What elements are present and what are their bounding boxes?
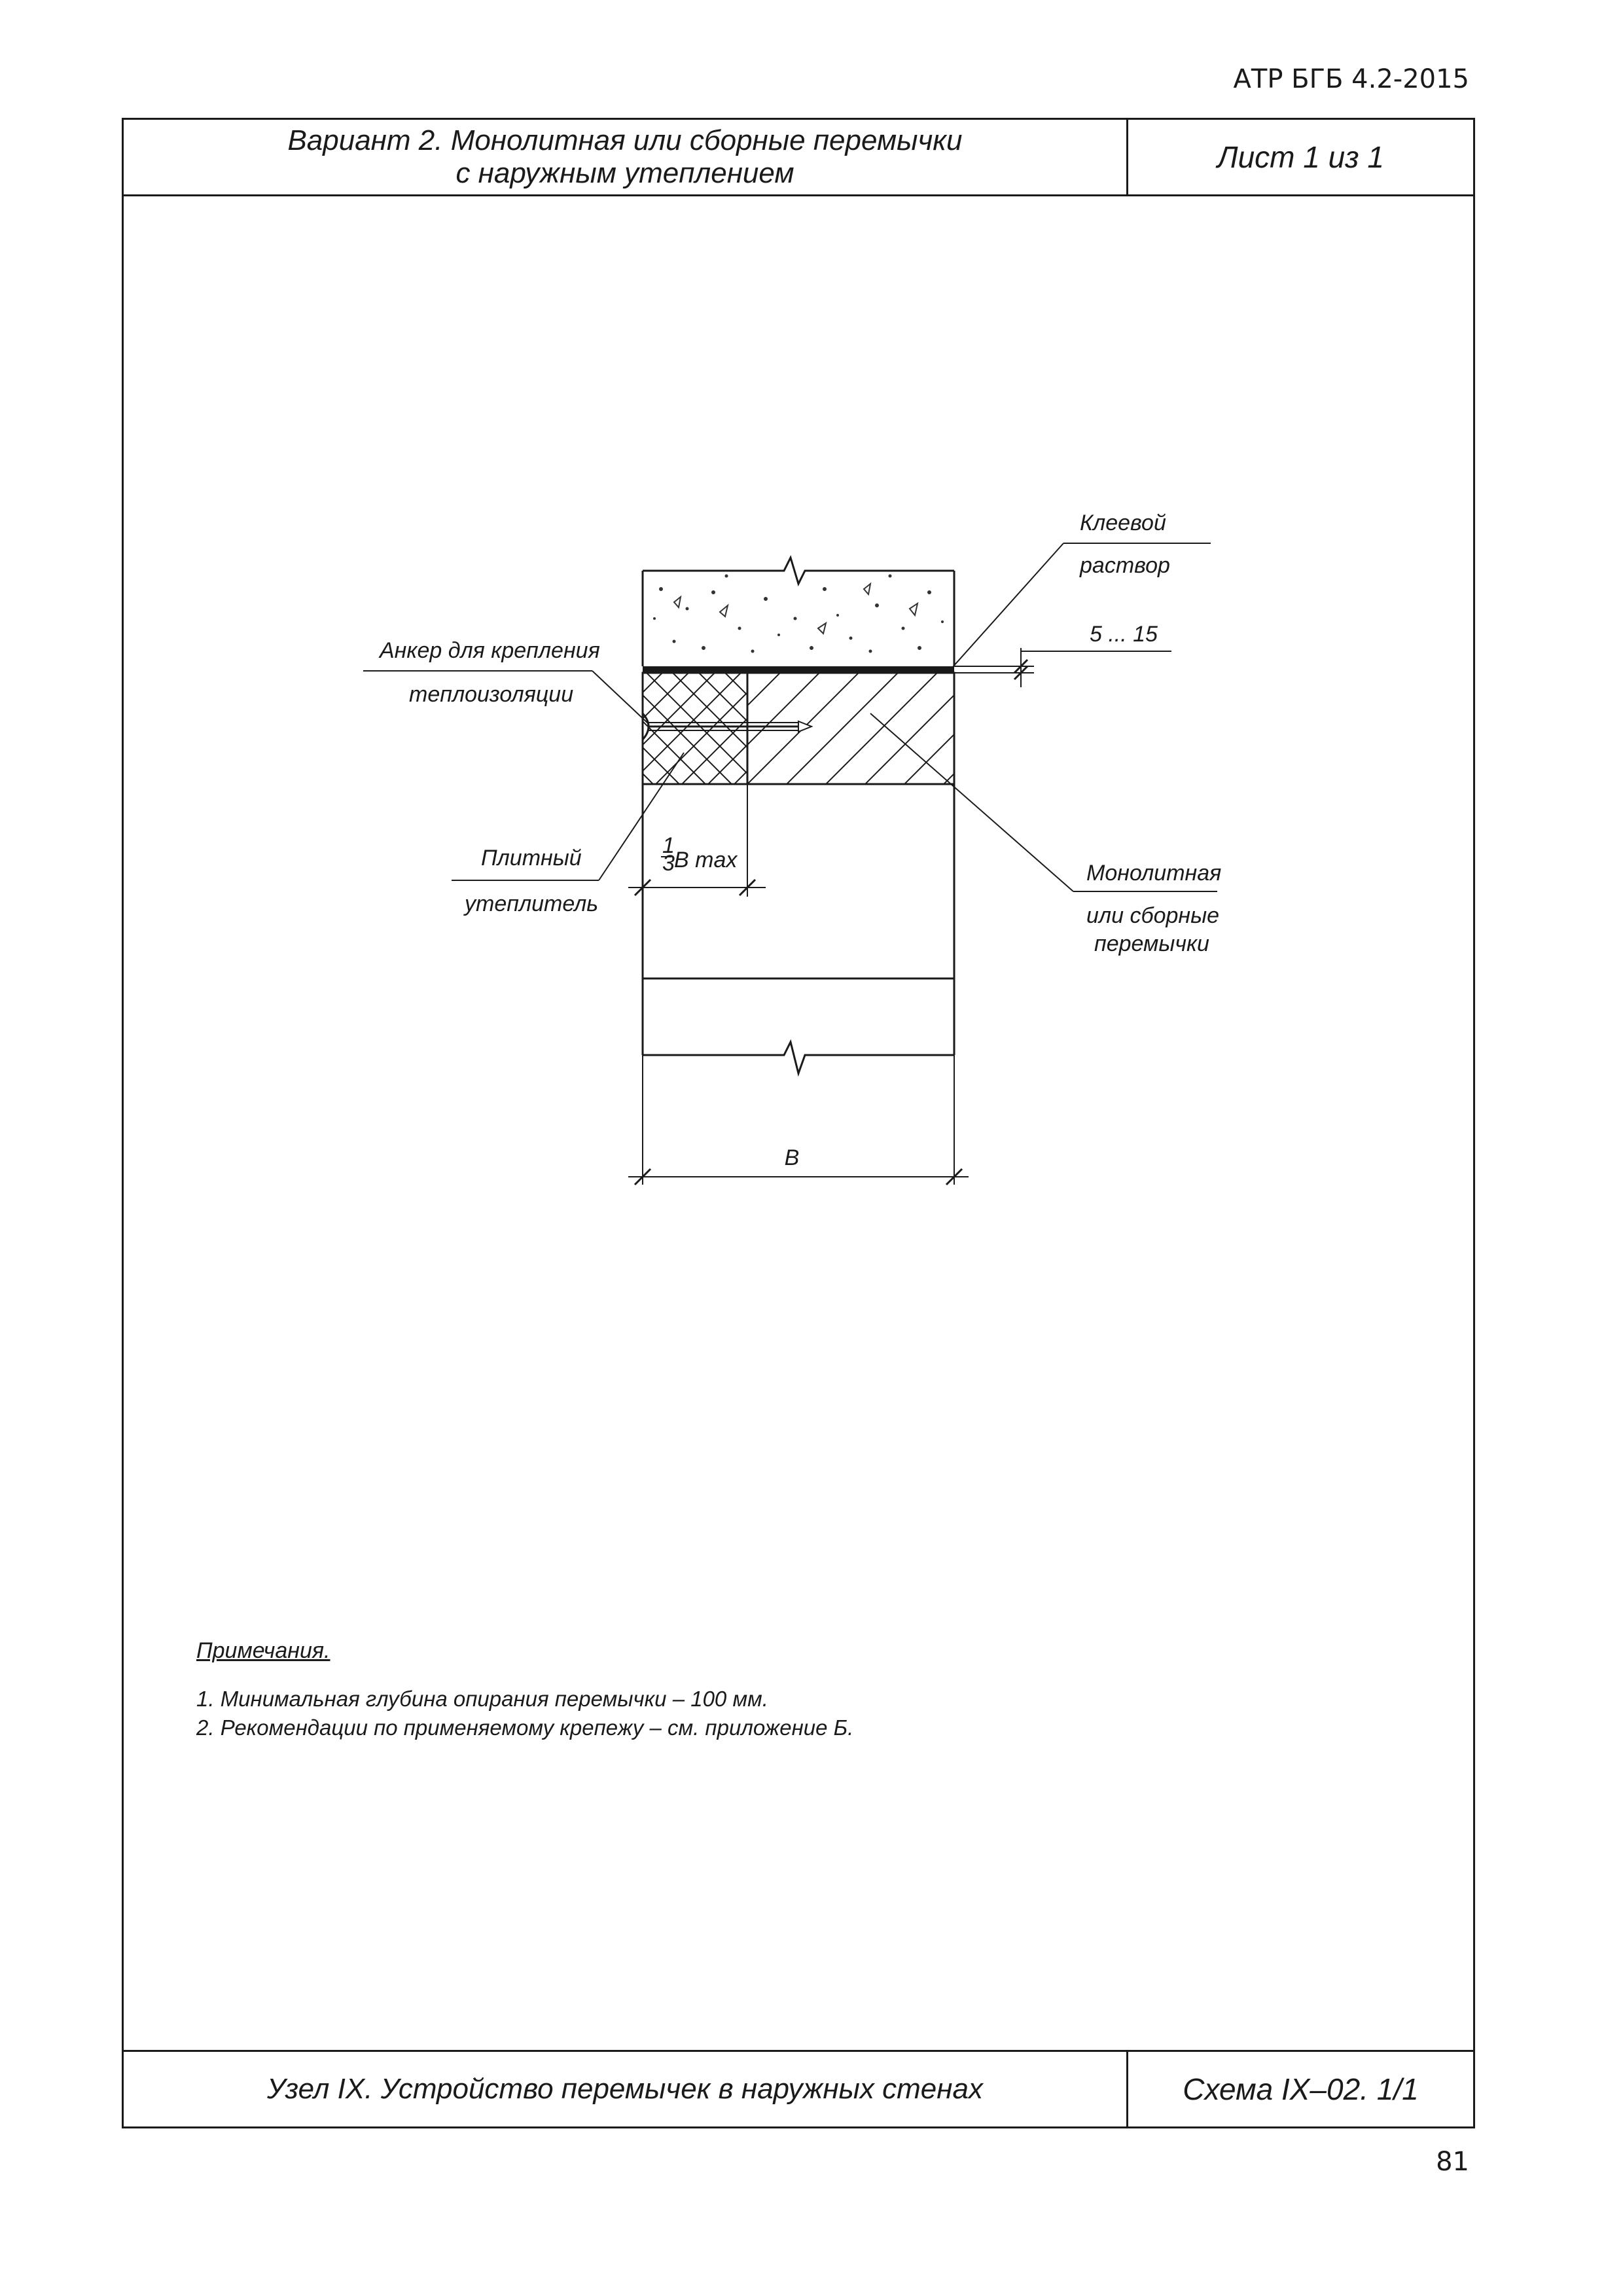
page-number: 81 (1436, 2147, 1469, 2177)
width-label: В (784, 1145, 800, 1170)
notes (196, 1636, 853, 1742)
notes-title: Примечания. (196, 1638, 330, 1663)
document-code: АТР БГБ 4.2-2015 (1233, 64, 1469, 94)
gap-dimension (954, 622, 1171, 687)
gap-label: 5 ... 15 (1090, 622, 1158, 647)
wall-below (643, 784, 954, 1073)
slab-label-2: утеплитель (465, 891, 599, 916)
glue-leader (952, 511, 1211, 668)
lintel-label-2: или сборные (1086, 903, 1220, 928)
third-width-label: В max (674, 848, 738, 872)
slab-label-1: Плитный (481, 846, 582, 870)
node-title: Узел IX. Устройство перемычек в наружных стенах (124, 2052, 1128, 2126)
scheme-number: Схема IX–02. 1/1 (1183, 2072, 1419, 2106)
third-denominator: 3 (662, 851, 675, 876)
lintel-label-3: перемычки (1094, 931, 1209, 956)
lintel-label-1: Монолитная (1086, 861, 1222, 886)
sheet-number: Лист 1 из 1 (1217, 140, 1384, 174)
third-width-dimension (628, 784, 766, 897)
anchor-leader (363, 638, 648, 723)
concrete-block (643, 558, 954, 666)
third-numerator: 1 (662, 833, 675, 858)
note-item: 1. Минимальная глубина опирания перемычки – 100 мм. (196, 1687, 768, 1711)
sheet-title-line-2: с наружным утеплением (455, 157, 794, 189)
lintel (747, 673, 954, 784)
sheet-title-line-1: Вариант 2. Монолитная или сборные перемычки (287, 124, 963, 156)
anchor-label-2: теплоизоляции (409, 682, 574, 707)
anchor-label-1: Анкер для крепления (380, 638, 600, 663)
glue-label-2: раствор (1080, 553, 1170, 578)
note-item: 2. Рекомендации по применяемому крепежу – см. приложение Б. (196, 1715, 854, 1740)
glue-label-1: Клеевой (1080, 511, 1166, 535)
slab-insulation (643, 673, 747, 784)
